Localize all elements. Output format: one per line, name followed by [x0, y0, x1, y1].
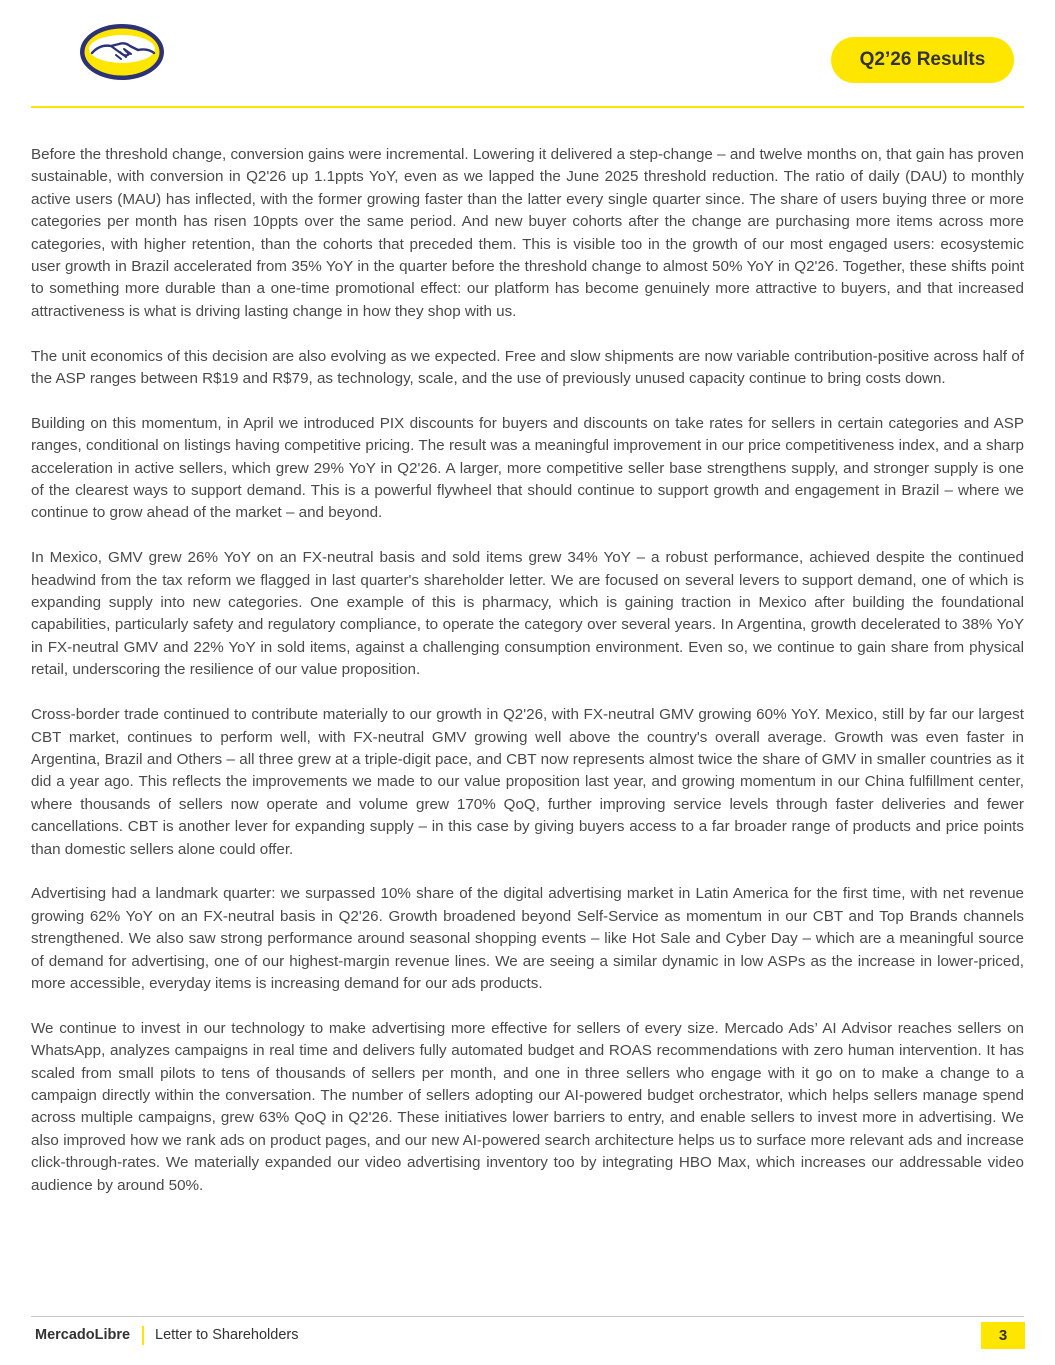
footer-document-name: Letter to Shareholders	[155, 1327, 299, 1343]
footer-divider	[31, 1316, 1024, 1317]
footer-brand: MercadoLibre	[35, 1327, 131, 1343]
letter-body	[31, 144, 1024, 1197]
header-divider	[31, 106, 1024, 108]
paragraph-cross-border-trade: Cross-border trade continued to contribute materially to our growth in Q2'26, with FX-neutral GMV growing 60% YoY. Mexico, still by far our largest CBT market, continues to perform well, with FX-neutral GMV growing well above the country's overall average. Growth was even faster in Argentina, Brazil and Others – all three grew at a triple-digit pace, and CBT now represents almost twice the share of GMV in smaller countries as it did a year ago. This reflects the improvements we made to our value proposition last year, and growing momentum in our China fulfillment center, where thousands of sellers now operate and volume grew 170% QoQ, further improving service levels through faster deliveries and fewer cancellations. CBT is another lever for expanding supply – in this case by giving buyers access to a far broader range of products and price points than domestic sellers alone could offer.	[31, 706, 1024, 858]
paragraph-pix-discounts: Building on this momentum, in April we introduced PIX discounts for buyers and discounts on take rates for sellers in certain categories and ASP ranges, conditional on listings having competitive pricing. The result was a meaningful improvement in our price competitiveness index, and a sharp acceleration in active sellers, which grew 29% YoY in Q2'26. A larger, more competitive seller base strengthens supply, and stronger supply is one of the clearest ways to support demand. This is a powerful flywheel that should continue to support growth and engagement in Brazil – where we continue to grow ahead of the market – and beyond.	[31, 414, 1024, 522]
paragraph-mexico-argentina: In Mexico, GMV grew 26% YoY on an FX-neutral basis and sold items grew 34% YoY – a robust performance, achieved despite the continued headwind from the tax reform we flagged in last quarter's shareholder letter. We are focused on several levers to support demand, one of which is expanding supply into new categories. One example of this is pharmacy, which is gaining traction in Mexico after building the foundational capabilities, particularly safety and regulatory compliance, to operate the category over several years. In Argentina, growth decelerated to 38% YoY in FX-neutral GMV and 22% YoY in sold items, against a challenging consumption environment. Even so, we continue to gain share from physical retail, underscoring the resilience of our value proposition.	[31, 549, 1024, 679]
footer-separator	[142, 1326, 144, 1345]
handshake-logo-icon	[78, 22, 166, 82]
paragraph-ads-technology: We continue to invest in our technology to make advertising more effective for sellers of every size. Mercado Ads’ AI Advisor reaches sellers on WhatsApp, analyzes campaigns in real time and delivers fully automated budget and ROAS recommendations with zero human intervention. It has scaled from small pilots to tens of thousands of sellers per month, and one in three sellers who engage with it go on to make a change to a campaign directly within the conversation. The number of sellers adopting our AI-powered budget orchestrator, which helps sellers manage spend across multiple campaigns, grew 63% QoQ in Q2'26. These initiatives lower barriers to entry, and enable sellers to invest more in advertising. We also improved how we rank ads on product pages, and our new AI-powered search architecture helps us to surface more relevant ads and increase click-through-rates. We materially expanded our video advertising inventory too by integrating HBO Max, which increases our addressable video audience by around 50%.	[31, 1019, 1024, 1194]
page-number: 3	[981, 1322, 1025, 1349]
paragraph-threshold-change: Before the threshold change, conversion gains were incremental. Lowering it delivered a step-change – and twelve months on, that gain has proven sustainable, with conversion in Q2'26 up 1.1ppts YoY, even as we lapped the June 2025 threshold reduction. The ratio of daily (DAU) to monthly active users (MAU) has inflected, with the former growing faster than the latter every single quarter since. The share of users buying three or more categories per month has risen 10ppts over the same period. And new buyer cohorts after the change are purchasing more items across more categories, with higher retention, than the cohorts that preceded them. This is visible too in the growth of our most engaged users: ecosystemic user growth in Brazil accelerated from 35% YoY in the quarter before the threshold change to almost 50% YoY in Q2'26. Together, these shifts point to something more durable than a one-time promotional effect: our platform has become genuinely more attractive to buyers, and that increased attractiveness is what is driving lasting change in how they shop with us.	[31, 146, 1024, 320]
paragraph-advertising: Advertising had a landmark quarter: we surpassed 10% share of the digital advertising market in Latin America for the first time, with net revenue growing 62% YoY on an FX-neutral basis in Q2'26. Growth broadened beyond Self-Service as momentum in our CBT and Top Brands channels strengthened. We also saw strong performance around seasonal shopping events – like Hot Sale and Cyber Day – which are a meaningful source of demand for advertising, one of our highest-margin revenue lines. We are seeing a similar dynamic in low ASPs as the increase in lower-priced, more accessible, everyday items is increasing demand for our ads products.	[31, 885, 1024, 992]
paragraph-unit-economics: The unit economics of this decision are also evolving as we expected. Free and slow shipments are now variable contribution-positive across half of the ASP ranges between R$19 and R$79, as technology, scale, and the use of previously unused capacity continue to bring costs down.	[31, 347, 1024, 388]
page-footer	[35, 1322, 1025, 1350]
page-header	[0, 0, 1055, 110]
quarter-results-badge: Q2’26 Results	[831, 37, 1014, 83]
